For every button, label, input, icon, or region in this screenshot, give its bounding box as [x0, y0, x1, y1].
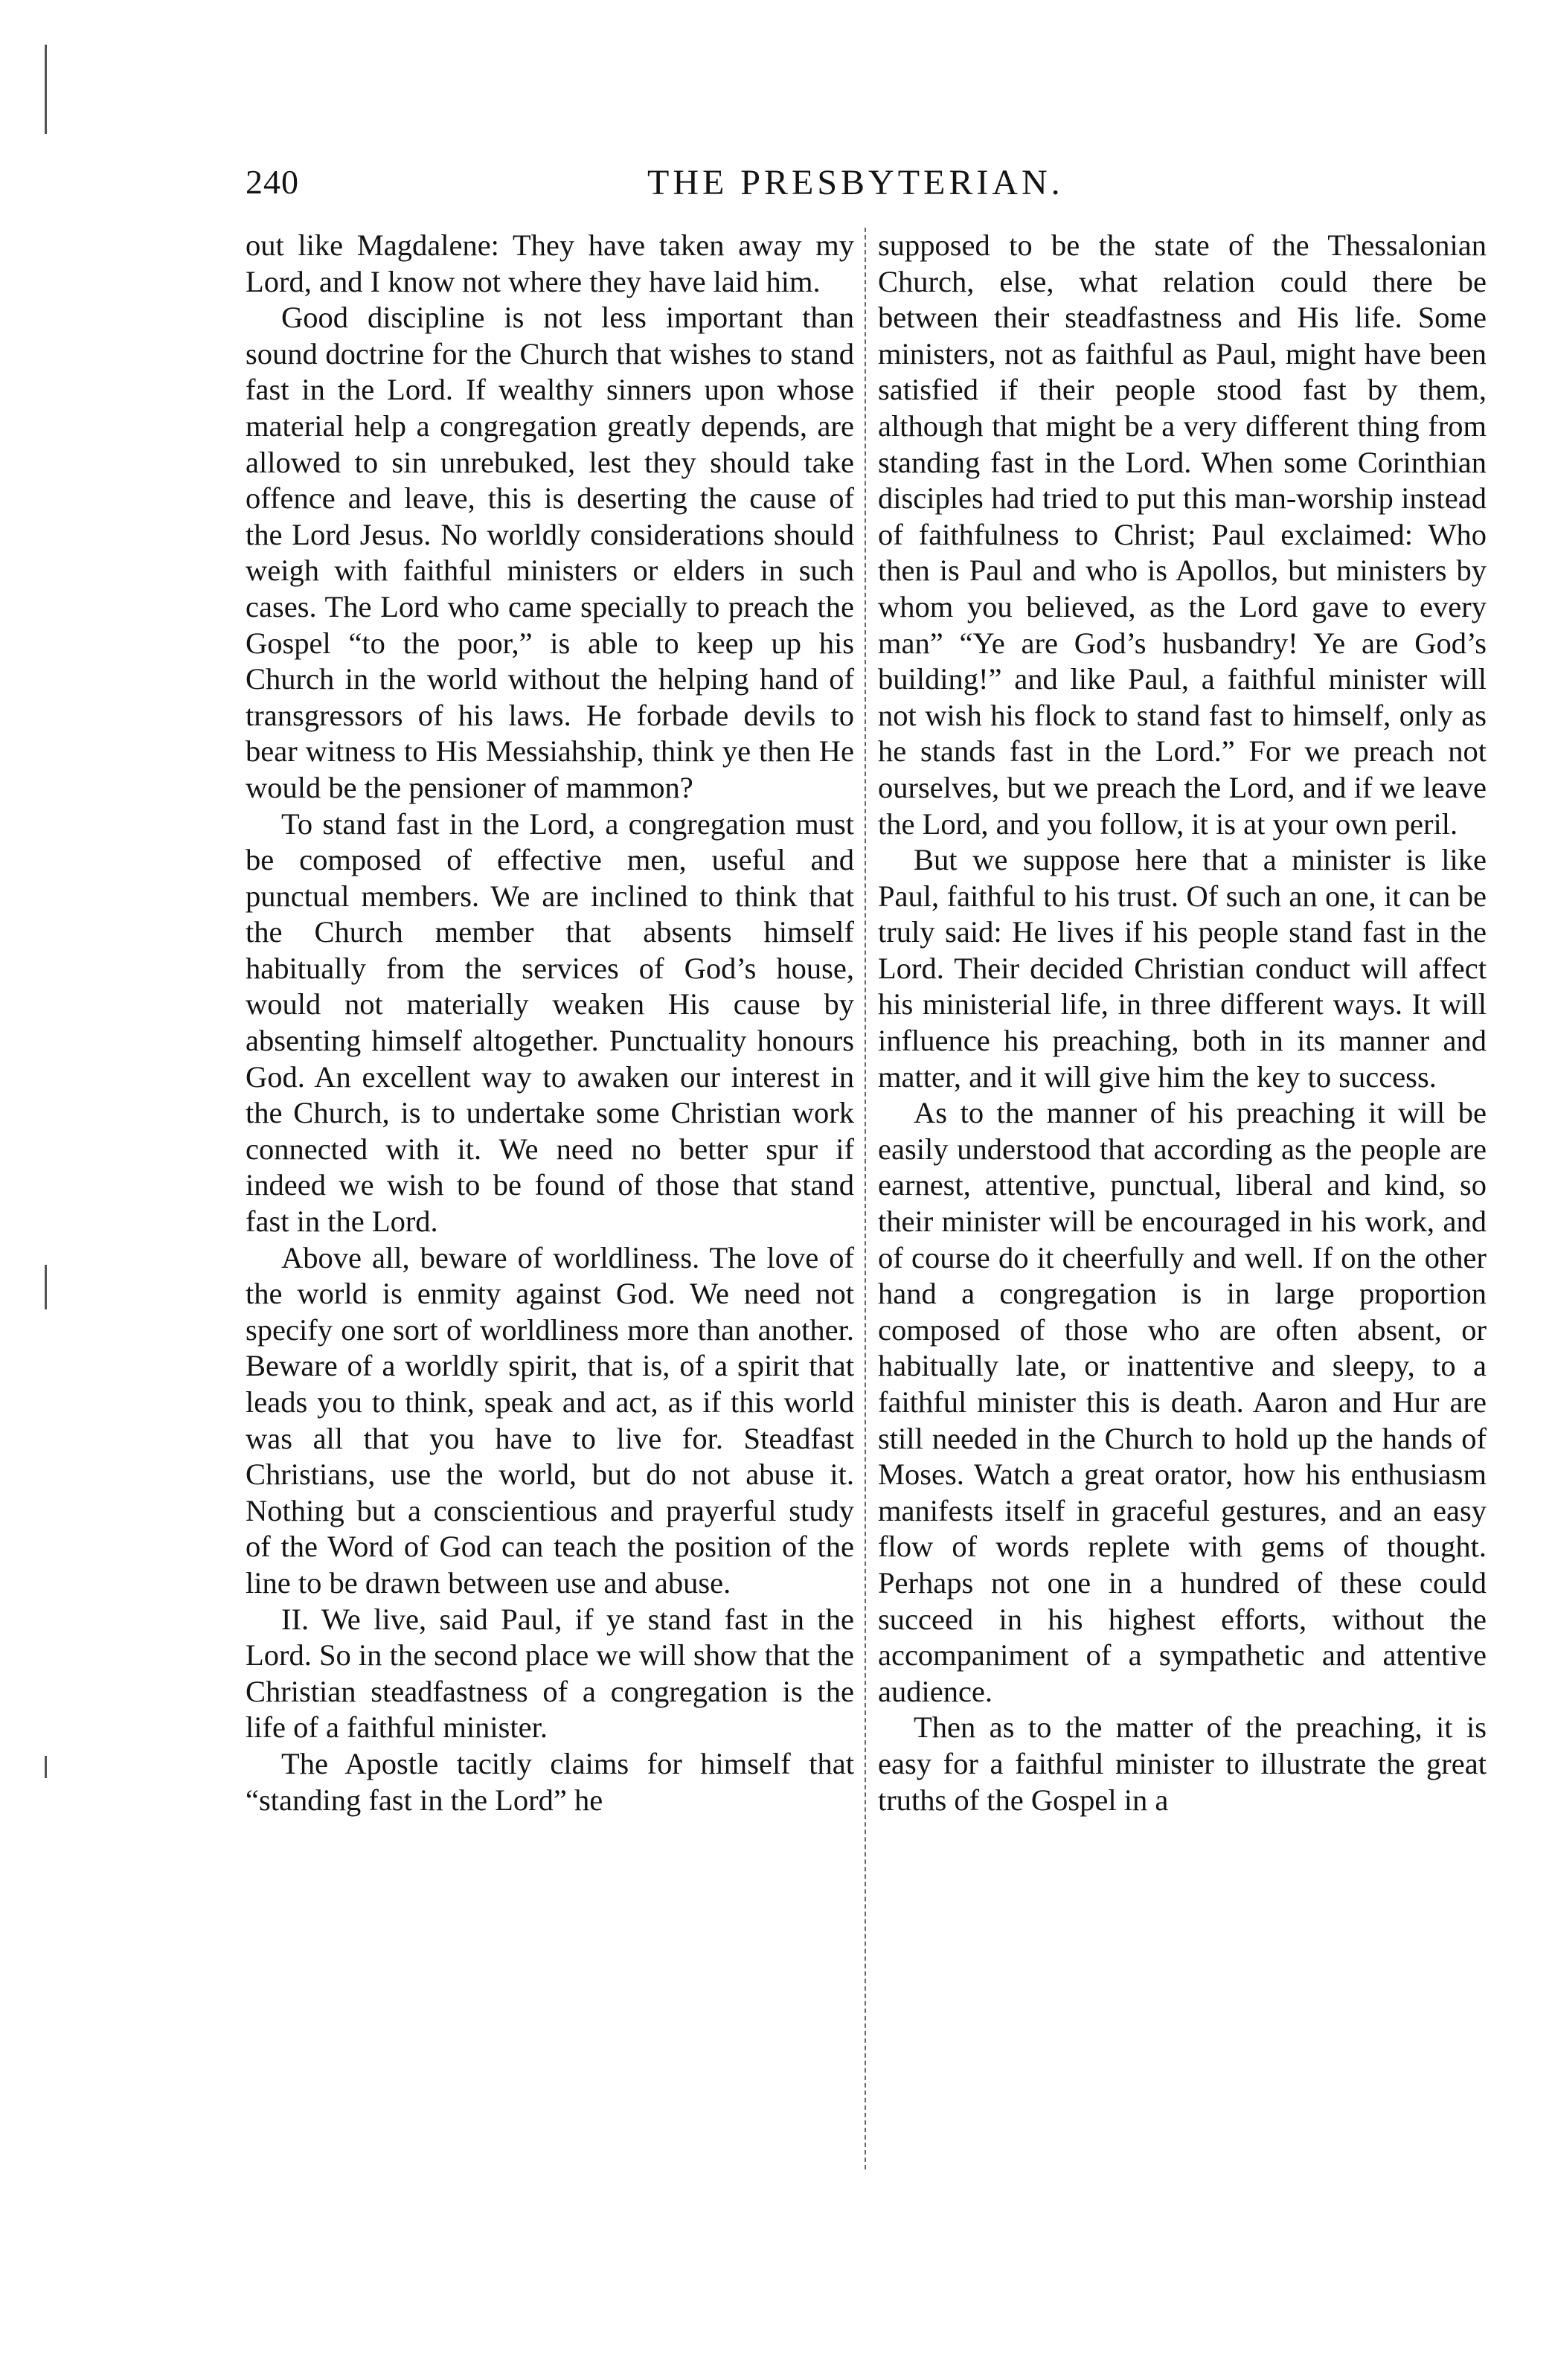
right-paragraph-4: Then as to the matter of the preaching, it is easy for a faithful minister to illustrate the great truths of the Gospel in a	[878, 1710, 1487, 1817]
left-paragraph-2: Good discipline is not less important than sound doctrine for the Church that wishes to stand fast in the Lord. If wealthy sinners upon whose material help a congregation greatly depends, are allowed to sin unrebuked, lest they should take offence and leave, this is deserting the cause of the Lord Jesus. No worldly considerations should weigh with faithful ministers or elders in such cases. The Lord who came specially to preach the Gospel “to the poor,” is able to keep up his Church in the world without the helping hand of transgressors of his laws. He forbade devils to bear witness to His Messiahship, think ye then He would be the pensioner of mammon?	[246, 301, 854, 804]
right-paragraph-1: supposed to be the state of the Thessalonian Church, else, what relation could there be between their steadfastness and His life. Some ministers, not as faithful as Paul, might have been satisfied if their people stood fast by them, although that might be a very different thing from standing fast in the Lord. When some Corinthian disciples had tried to put this man-worship instead of faithfulness to Christ; Paul exclaimed: Who then is Paul and who is Apollos, but ministers by whom you believed, as the Lord gave to every man” “Ye are God’s husbandry! Ye are God’s building!” and like Paul, a faithful minister will not wish his flock to stand fast to himself, only as he stands fast in the Lord.” For we preach not ourselves, but we preach the Lord, and if we leave the Lord, and you follow, it is at your own peril.	[878, 228, 1487, 841]
left-paragraph-5: II. We live, said Paul, if ye stand fast in the Lord. So in the second place we will show that the Christian steadfastness of a congregation is the life of a faithful minister.	[246, 1602, 854, 1745]
column-divider	[865, 228, 866, 2169]
right-paragraph-3: As to the manner of his preaching it will be easily understood that according as the people are earnest, attentive, punctual, liberal and kind, so their minister will be encouraged in his work, and of course do it cheerfully and well. If on the other hand a congregation is in large proportion composed of those who are often absent, or habitually late, or inattentive and sleepy, to a faithful minister this is death. Aaron and Hur are still needed in the Church to hold up the hands of Moses. Watch a great orator, how his enthusiasm manifests itself in graceful gestures, and an easy flow of words replete with gems of thought. Perhaps not one in a hundred of these could succeed in his highest efforts, without the accompaniment of a sympathetic and attentive audience.	[878, 1096, 1487, 1708]
page-header	[246, 162, 1481, 210]
right-paragraph-2: But we suppose here that a minister is like Paul, faithful to his trust. Of such an one, it can be truly said: He lives if his people stand fast in the Lord. Their decided Christian conduct will affect his ministerial life, in three different ways. It will influence his preaching, both in its manner and matter, and it will give him the key to success.	[878, 843, 1487, 1094]
left-paragraph-1: out like Magdalene: They have taken away my Lord, and I know not where they have laid him.	[246, 228, 854, 298]
left-paragraph-3: To stand fast in the Lord, a congregation must be composed of effective men, useful and punctual members. We are inclined to think that the Church member that absents himself habitually from the services of God’s house, would not materially weaken His cause by absenting himself altogether. Punctuality honours God. An excellent way to awaken our interest in the Church, is to undertake some Christian work connected with it. We need no better spur if indeed we wish to be found of those that stand fast in the Lord.	[246, 806, 854, 1239]
scan-edge-mark	[45, 45, 47, 134]
right-column	[878, 228, 1487, 1818]
left-paragraph-6: The Apostle tacitly claims for himself that “standing fast in the Lord” he	[246, 1746, 854, 1817]
left-paragraph-4: Above all, beware of worldliness. The love of the world is enmity against God. We need not specify one sort of worldliness more than another. Beware of a worldly spirit, that is, of a spirit that leads you to think, speak and act, as if this world was all that you have to live for. Steadfast Christians, use the world, but do not abuse it. Nothing but a conscientious and prayerful study of the Word of God can teach the position of the line to be drawn between use and abuse.	[246, 1240, 854, 1600]
left-column	[246, 228, 854, 1818]
running-title: THE PRESBYTERIAN.	[647, 163, 1064, 202]
page-number: 240	[246, 163, 299, 201]
scan-edge-mark	[45, 1265, 47, 1309]
scan-edge-mark	[45, 1756, 47, 1778]
